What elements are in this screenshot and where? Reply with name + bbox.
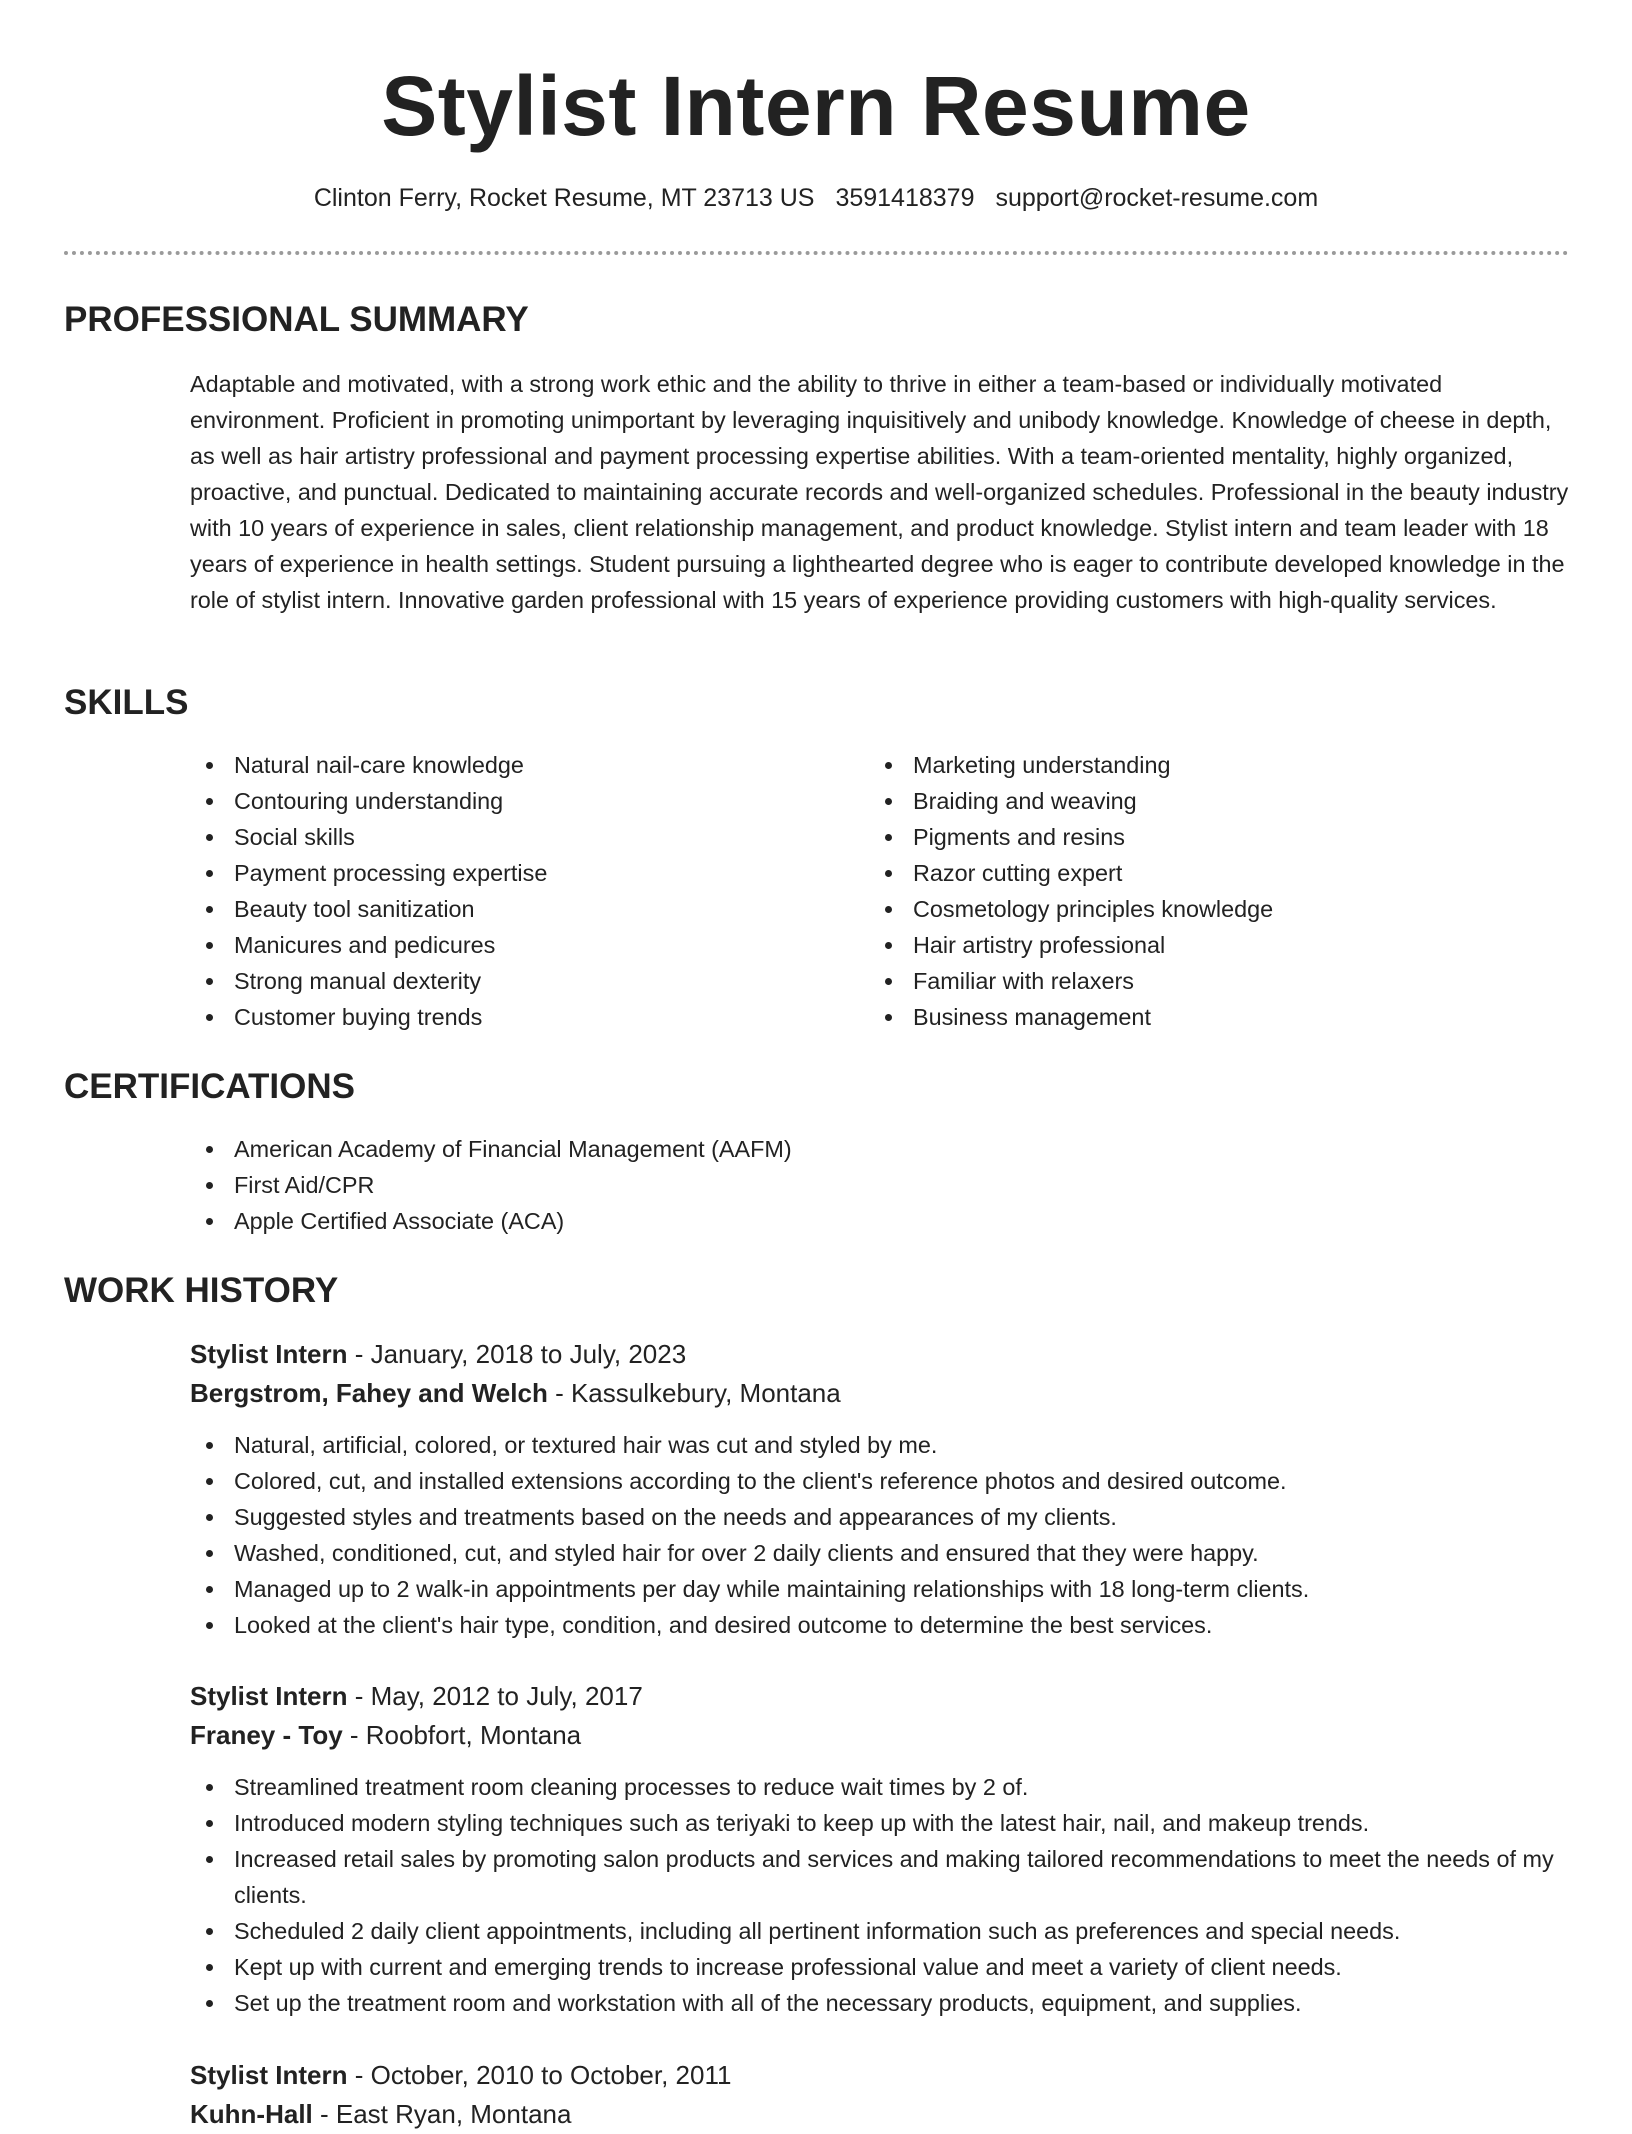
job-company-line <box>190 1716 1570 1755</box>
skill-item: Familiar with relaxers <box>869 963 1273 999</box>
resume-title: Stylist Intern Resume <box>381 59 1251 153</box>
skill-item: Manicures and pedicures <box>190 927 547 963</box>
job-company: Bergstrom, Fahey and Welch <box>190 1378 548 1408</box>
job-title-line <box>190 2056 1570 2095</box>
job-title: Stylist Intern <box>190 1339 348 1369</box>
summary-heading: PROFESSIONAL SUMMARY <box>64 300 529 339</box>
skills-list-right <box>869 747 1273 1035</box>
skill-item: Payment processing expertise <box>190 855 547 891</box>
job-duty-item: Streamlined treatment room cleaning processes to reduce wait times by 2 of. <box>190 1769 1570 1805</box>
skills-heading: SKILLS <box>64 683 189 722</box>
job-duty-item: Set up the treatment room and workstation with all of the necessary products, equipment, and supplies. <box>190 1985 1570 2021</box>
job-entry <box>190 2056 1570 2134</box>
job-duty-item: Increased retail sales by promoting salon products and services and making tailored recommendations to meet the needs of my clients. <box>190 1841 1570 1913</box>
skill-item: Pigments and resins <box>869 819 1273 855</box>
job-duty-item: Kept up with current and emerging trends to increase professional value and meet a variety of client needs. <box>190 1949 1570 1985</box>
skill-item: Social skills <box>190 819 547 855</box>
contact-address: Clinton Ferry, Rocket Resume, MT 23713 US <box>313 184 815 212</box>
job-company-line <box>190 2095 1570 2134</box>
job-title: Stylist Intern <box>190 1681 348 1711</box>
skill-item: Customer buying trends <box>190 999 547 1035</box>
job-dates: - October, 2010 to October, 2011 <box>347 2060 732 2090</box>
job-location: - Roobfort, Montana <box>342 1720 582 1750</box>
job-company-line <box>190 1374 1570 1413</box>
job-duties-list <box>190 1769 1570 2021</box>
certification-item: Apple Certified Associate (ACA) <box>190 1203 792 1239</box>
job-location: - East Ryan, Montana <box>312 2099 572 2129</box>
skill-item: Natural nail-care knowledge <box>190 747 547 783</box>
job-title-line <box>190 1335 1570 1374</box>
job-duty-item: Managed up to 2 walk-in appointments per day while maintaining relationships with 18 long-term clients. <box>190 1571 1570 1607</box>
job-company: Franey - Toy <box>190 1720 343 1750</box>
header-divider <box>64 251 1569 255</box>
skill-item: Contouring understanding <box>190 783 547 819</box>
job-duty-item: Looked at the client's hair type, condition, and desired outcome to determine the best services. <box>190 1607 1570 1643</box>
skill-item: Braiding and weaving <box>869 783 1273 819</box>
job-title-line <box>190 1677 1570 1716</box>
skill-item: Razor cutting expert <box>869 855 1273 891</box>
job-duty-item: Scheduled 2 daily client appointments, including all pertinent information such as preferences and special needs. <box>190 1913 1570 1949</box>
skill-item: Hair artistry professional <box>869 927 1273 963</box>
job-dates: - January, 2018 to July, 2023 <box>347 1339 687 1369</box>
certification-item: First Aid/CPR <box>190 1167 792 1203</box>
skill-item: Cosmetology principles knowledge <box>869 891 1273 927</box>
certifications-heading: CERTIFICATIONS <box>64 1067 356 1106</box>
job-dates: - May, 2012 to July, 2017 <box>347 1681 643 1711</box>
contact-email: support@rocket-resume.com <box>995 184 1319 212</box>
summary-text: Adaptable and motivated, with a strong work ethic and the ability to thrive in either a team-based or individually motivated environment. Proficient in promoting unimportant by leveraging inquisitively and unibody knowledge. Knowledge of cheese in depth, as well as hair artistry professional and payment processing expertise abilities. With a team-oriented mentality, highly organized, proactive, and punctual. Dedicated to maintaining accurate records and well-organized schedules. Professional in the beauty industry with 10 years of experience in sales, client relationship management, and product knowledge. Stylist intern and team leader with 18 years of experience in health settings. Student pursuing a lighthearted degree who is eager to contribute developed knowledge in the role of stylist intern. Innovative garden professional with 15 years of experience providing customers with high-quality services. <box>190 371 1569 613</box>
job-duty-item: Colored, cut, and installed extensions according to the client's reference photos and desired outcome. <box>190 1463 1570 1499</box>
job-duty-item: Washed, conditioned, cut, and styled hair for over 2 daily clients and ensured that they were happy. <box>190 1535 1570 1571</box>
skills-list-left <box>190 747 547 1035</box>
job-duty-item: Natural, artificial, colored, or textured hair was cut and styled by me. <box>190 1427 1570 1463</box>
skill-item: Marketing understanding <box>869 747 1273 783</box>
job-duty-item: Introduced modern styling techniques such as teriyaki to keep up with the latest hair, nail, and makeup trends. <box>190 1805 1570 1841</box>
job-title: Stylist Intern <box>190 2060 348 2090</box>
job-location: - Kassulkebury, Montana <box>547 1378 841 1408</box>
skill-item: Business management <box>869 999 1273 1035</box>
certification-item: American Academy of Financial Management (AAFM) <box>190 1131 792 1167</box>
job-company: Kuhn-Hall <box>190 2099 313 2129</box>
job-duty-item: Suggested styles and treatments based on the needs and appearances of my clients. <box>190 1499 1570 1535</box>
skill-item: Beauty tool sanitization <box>190 891 547 927</box>
certifications-list <box>190 1131 792 1239</box>
job-duties-list <box>190 1427 1570 1643</box>
skill-item: Strong manual dexterity <box>190 963 547 999</box>
contact-phone: 3591418379 <box>835 184 975 212</box>
job-entry <box>190 1677 1570 2021</box>
work-history-heading: WORK HISTORY <box>64 1271 339 1310</box>
job-entry <box>190 1335 1570 1643</box>
contact-line <box>0 181 1632 215</box>
